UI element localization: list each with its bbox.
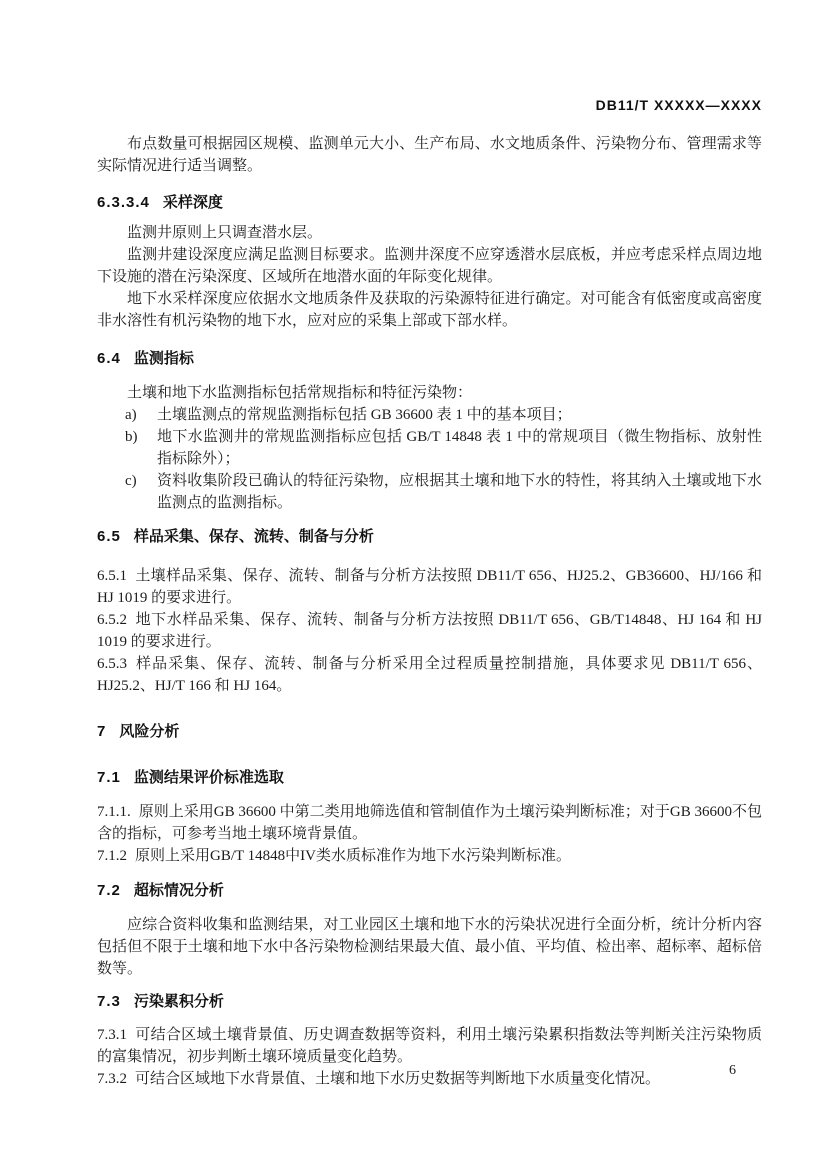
clause-number: 7.1.1. [97,804,131,820]
page-content [97,97,762,1090]
list-text: 资料收集阶段已确认的特征污染物，应根据其土壤和地下水的特性，将其纳入土壤或地下水监测点的监测指标。 [157,473,762,511]
list-item-b [97,426,762,470]
section-title: 污染累积分析 [133,993,224,1010]
paragraph-653 [97,653,762,697]
clause-number: 7.3.1 [97,1027,127,1043]
section-title: 采样深度 [162,194,223,211]
paragraph-sampling-depth: 地下水采样深度应依据水文地质条件及获取的污染源特征进行确定。对可能含有低密度或高密度非水溶性有机污染物的地下水，应对应的采集上部或下部水样。 [97,291,762,329]
clause-text: 可结合区域地下水背景值、土壤和地下水历史数据等判断地下水质量变化情况。 [135,1071,661,1087]
chapter-heading-7 [97,723,762,741]
section-title: 超标情况分析 [133,882,224,899]
list-item-c [97,470,762,514]
clause-text: 样品采集、保存、流转、制备与分析采用全过程质量控制措施，具体要求见 DB11/T 656、HJ25.2、HJ/T 166 和 HJ 164。 [97,656,762,694]
clause-text: 原则上采用GB/T 14848中IV类水质标准作为地下水污染判断标准。 [135,848,571,864]
clause-text: 地下水样品采集、保存、流转、制备与分析方法按照 DB11/T 656、GB/T14848、HJ 164 和 HJ 1019 的要求进行。 [97,612,762,650]
list-item-a [97,404,762,426]
clause-text: 土壤样品采集、保存、流转、制备与分析方法按照 DB11/T 656、HJ25.2、GB36600、HJ/166 和 HJ 1019 的要求进行。 [97,568,762,606]
clause-number: 6.5.1 [97,568,127,584]
chapter-title: 风险分析 [119,723,180,740]
list-marker: a) [125,407,137,423]
section-title: 样品采集、保存、流转、制备与分析 [133,528,374,545]
paragraph-indicators-intro: 土壤和地下水监测指标包括常规指标和特征污染物： [127,385,473,401]
section-number: 7.1 [97,769,121,786]
clause-number: 7.3.2 [97,1071,127,1087]
doc-code-header: DB11/T XXXXX—XXXX [595,97,762,113]
paragraph-adjustment: 布点数量可根据园区规模、监测单元大小、生产布局、水文地质条件、污染物分布、管理需求等实际情况进行适当调整。 [97,136,762,174]
list-marker: b) [125,429,138,445]
section-number: 6.4 [97,350,121,367]
section-number: 7.2 [97,882,121,899]
section-title: 监测指标 [133,350,194,367]
clause-text: 可结合区域土壤背景值、历史调查数据等资料，利用土壤污染累积指数法等判断关注污染物质的富集情况，初步判断土壤环境质量变化趋势。 [97,1027,762,1065]
paragraph-732 [97,1068,762,1090]
list-marker: c) [125,473,137,489]
paragraph-712 [97,845,762,867]
section-number: 7.3 [97,993,121,1010]
clause-number: 6.5.3 [97,656,127,672]
section-number: 6.3.3.4 [97,194,150,211]
section-heading-72 [97,882,762,900]
section-heading-64 [97,350,762,368]
clause-text: 原则上采用GB 36600 中第二类用地筛选值和管制值作为土壤污染判断标准；对于GB 36600不包含的指标，可参考当地土壤环境背景值。 [97,804,762,842]
section-heading-71 [97,769,762,787]
paragraph-711 [97,801,762,845]
paragraph-652 [97,609,762,653]
paragraph-651 [97,565,762,609]
list-text: 地下水监测井的常规监测指标应包括 GB/T 14848 表 1 中的常规项目（微生物指标、放射性指标除外）； [157,429,762,467]
section-title: 监测结果评价标准选取 [133,769,284,786]
section-heading-73 [97,993,762,1011]
section-heading-6334 [97,194,762,212]
chapter-number: 7 [97,723,107,740]
paragraph-731 [97,1024,762,1068]
paragraph-exceedance: 应综合资料收集和监测结果，对工业园区土壤和地下水的污染状况进行全面分析，统计分析内容包括但不限于土壤和地下水中各污染物检测结果最大值、最小值、平均值、检出率、超标率、超标倍数等。 [97,917,762,977]
clause-number: 6.5.2 [97,612,127,628]
section-heading-65 [97,528,762,546]
section-number: 6.5 [97,528,121,545]
list-text: 土壤监测点的常规监测指标包括 GB 36600 表 1 中的基本项目； [157,407,572,423]
paragraph-well-layer: 监测井原则上只调查潜水层。 [127,225,323,241]
clause-number: 7.1.2 [97,848,127,864]
paragraph-well-depth: 监测井建设深度应满足监测目标要求。监测井深度不应穿透潜水层底板，并应考虑采样点周边地下设施的潜在污染深度、区域所在地潜水面的年际变化规律。 [97,247,762,285]
page-number: 6 [729,1063,736,1078]
